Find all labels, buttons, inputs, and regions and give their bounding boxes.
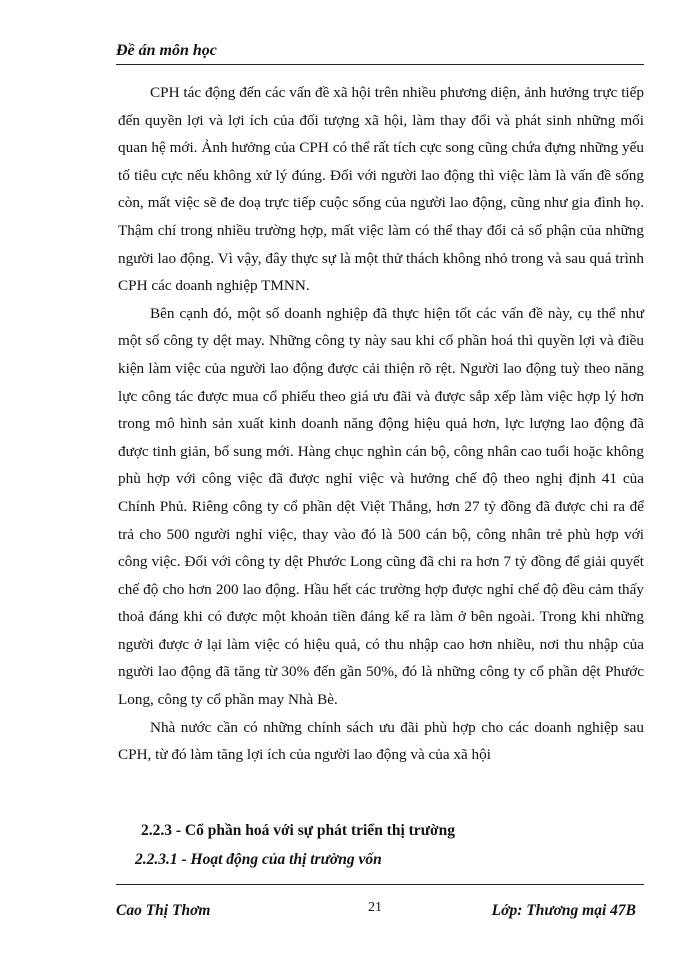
- paragraph-3: Nhà nước cần có những chính sách ưu đãi phù hợp cho các doanh nghiệp sau CPH, từ đó làm tăng lợi ích của người lao động và của xã hội: [118, 718, 644, 764]
- paragraph-1: CPH tác động đến các vấn đề xã hội trên nhiều phương diện, ảnh hưởng trực tiếp đến quyền lợi và lợi ích của đối tượng xã hội, làm thay đổi và phát sinh những mối quan hệ mới. Ảnh hưởng của CPH có thể rất tích cực song cũng chứa đựng những yếu tố tiêu cực nếu không xử lý đúng. Đối với người lao động thì việc làm là vấn đề sống còn, mất việc sẽ đe doạ trực tiếp cuộc sống của người lao động, cũng như gia đình họ. Thậm chí trong nhiều trường hợp, mất việc làm có thể thay đổi cả số phận của những người lao động. Vì vậy, đây thực sự là một thử thách không nhỏ trong và sau quá trình CPH các doanh nghiệp TMNN.: [118, 84, 644, 295]
- header-title: Đề án môn học: [116, 42, 217, 59]
- body-text: [118, 79, 644, 769]
- subsection-heading: 2.2.3.1 - Hoạt động của thị trường vốn: [135, 851, 382, 868]
- page-number: 21: [368, 900, 382, 915]
- footer-rule: [116, 884, 644, 885]
- paragraph-2: Bên cạnh đó, một số doanh nghiệp đã thực hiện tốt các vấn đề này, cụ thể như một số công ty dệt may. Những công ty này sau khi cổ phần hoá thì quyền lợi và điều kiện làm việc của người lao động được cải thiện rõ rệt. Người lao động tuỳ theo năng lực công tác được mua cổ phiếu theo giá ưu đãi và được sắp xếp làm việc hợp lý hơn trong mô hình sản xuất kinh doanh năng động hiệu quả hơn, lực lượng lao động đã được tinh giản, bổ sung mới. Hàng chục nghìn cán bộ, công nhân cao tuổi hoặc không phù hợp với công việc đã được nghỉ việc và hưởng chế độ theo nghị định 41 của Chính Phủ. Riêng công ty cổ phần dệt Việt Thắng, hơn 27 tỷ đồng đã được chi ra để trả cho 500 người nghỉ việc, thay vào đó là 500 cán bộ, công nhân trẻ phù hợp với công việc. Đối với công ty dệt Phước Long cũng đã chi ra hơn 7 tỷ đồng để giải quyết chế độ cho hơn 200 lao động. Hầu hết các trường hợp được nghỉ chế độ đều cảm thấy thoả đáng khi có được một khoản tiền đáng kể ra làm ở bên ngoài. Trong khi những người được ở lại làm việc có hiệu quả, có thu nhập cao hơn nhiều, nơi thu nhập của người lao động đã tăng từ 30% đến gần 50%, đó là những công ty cổ phần dệt Phước Long, công ty cổ phần may Nhà Bè.: [118, 304, 644, 709]
- footer-class: Lớp: Thương mại 47B: [491, 902, 636, 919]
- header-rule: [116, 64, 644, 65]
- section-heading: 2.2.3 - Cổ phần hoá với sự phát triển thị trường: [141, 822, 455, 839]
- footer-author: Cao Thị Thơm: [116, 902, 211, 919]
